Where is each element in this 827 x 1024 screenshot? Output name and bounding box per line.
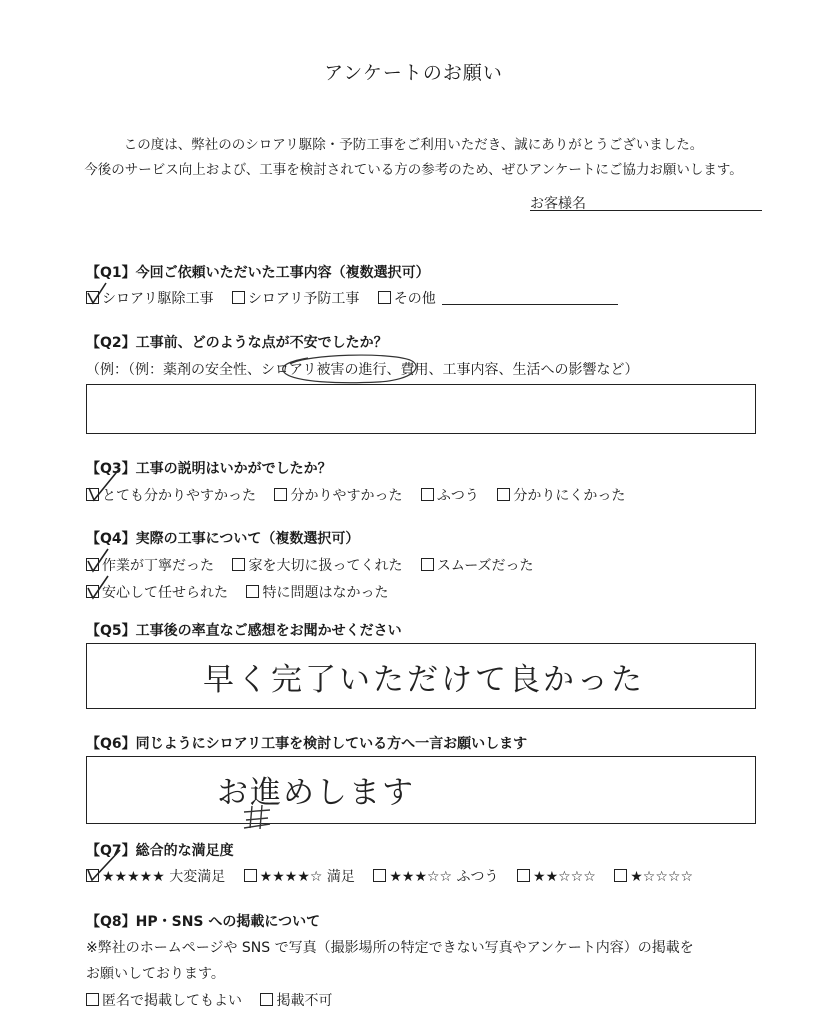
q1-options (86, 288, 618, 308)
q4-options-row-1 (86, 555, 534, 575)
q3-option-4[interactable]: 分かりにくかった (497, 488, 625, 504)
q6-handwritten-answer: お進めします (217, 775, 415, 811)
q4-option-1[interactable]: 作業が丁寧だった (86, 558, 214, 574)
intro-line-2: 今後のサービス向上および、工事を検討されている方の参考のため、ぜひアンケートにご協力お願いします。 (84, 162, 743, 178)
q7-option-3-stars[interactable]: ★★★☆☆ ふつう (373, 869, 498, 885)
q8-option-decline[interactable]: 掲載不可 (260, 993, 332, 1009)
q4-check-mark-2 (86, 576, 112, 602)
q1-option-1[interactable]: シロアリ駆除工事 (86, 291, 213, 307)
q6-title: 【Q6】同じようにシロアリ工事を検討している方へ一言お願いします (86, 736, 528, 752)
q7-option-2-stars[interactable]: ★★☆☆☆ (517, 869, 596, 885)
q3-check-mark (86, 466, 126, 506)
q4-option-4[interactable]: 安心して任せられた (86, 585, 228, 601)
q2-answer-box[interactable] (86, 384, 756, 434)
q4-option-2[interactable]: 家を大切に扱ってくれた (232, 558, 402, 574)
q8-title: 【Q8】HP・SNS への掲載について (86, 914, 321, 930)
q2-title: 【Q2】工事前、どのような点が不安でしたか？ (86, 335, 388, 351)
q2-example-prefix: （例：（例：薬剤の安全性、 (86, 362, 261, 378)
q6-handwritten-scribble (240, 802, 276, 832)
checkbox[interactable] (497, 488, 510, 501)
checkbox[interactable] (614, 869, 627, 882)
page-title: アンケートのお願い (324, 62, 503, 84)
q4-options-row-2 (86, 582, 388, 602)
q2-example-suffix: 、費用、工事内容、生活への影響など） (386, 362, 639, 378)
customer-name-field[interactable] (530, 210, 762, 211)
checkbox[interactable] (421, 488, 434, 501)
q5-answer-box[interactable] (86, 643, 756, 709)
checkbox[interactable] (244, 869, 257, 882)
q7-options (86, 866, 693, 886)
q8-note-line-2: お願いしております。 (86, 966, 225, 982)
customer-name-label: お客様名 (530, 196, 586, 212)
checkbox[interactable] (373, 869, 386, 882)
checkbox[interactable] (260, 993, 273, 1006)
q2-example-circled: シロアリ被害の進行 (261, 362, 387, 378)
q7-option-5-stars[interactable]: ★★★★★ 大変満足 (86, 869, 225, 885)
checkbox[interactable] (274, 488, 287, 501)
q3-title: 【Q3】工事の説明はいかがでしたか？ (86, 461, 332, 477)
intro-line-1: この度は、弊社ののシロアリ駆除・予防工事をご利用いただき、誠にありがとうございました。 (123, 137, 704, 153)
q7-title: 【Q7】総合的な満足度 (86, 843, 234, 859)
q4-option-5[interactable]: 特に問題はなかった (246, 585, 388, 601)
q2-handwritten-circle (268, 350, 428, 386)
q6-answer-box[interactable] (86, 756, 756, 824)
q7-option-1-star[interactable]: ★☆☆☆☆ (614, 869, 693, 885)
checkbox[interactable] (232, 291, 245, 304)
q7-option-4-stars[interactable]: ★★★★☆ 満足 (244, 869, 355, 885)
checkbox[interactable] (378, 291, 391, 304)
q1-check-mark (86, 283, 110, 307)
checkbox[interactable] (86, 993, 99, 1006)
checkbox[interactable] (421, 558, 434, 571)
q8-options (86, 990, 332, 1010)
q1-other-field[interactable] (442, 292, 618, 305)
q4-option-3[interactable]: スムーズだった (421, 558, 534, 574)
q5-title: 【Q5】工事後の率直なご感想をお聞かせください (86, 623, 402, 639)
q8-note-line-1: ※弊社のホームページや SNS で写真（撮影場所の特定できない写真やアンケート内容）の掲載を (86, 940, 694, 956)
q4-title: 【Q4】実際の工事について（複数選択可） (86, 531, 360, 547)
q4-check-mark-1 (86, 549, 112, 575)
q8-option-anonymous[interactable]: 匿名で掲載してもよい (86, 993, 242, 1009)
q1-option-3[interactable]: その他 (378, 291, 436, 307)
q3-option-1[interactable]: とても分かりやすかった (86, 488, 256, 504)
checkbox[interactable] (517, 869, 530, 882)
checkbox[interactable] (246, 585, 259, 598)
q1-option-2[interactable]: シロアリ予防工事 (232, 291, 359, 307)
q7-check-mark (86, 850, 126, 884)
q3-option-2[interactable]: 分かりやすかった (274, 488, 402, 504)
q5-handwritten-answer: 早く完了いただけて良かった (203, 662, 645, 698)
q3-options (86, 485, 625, 505)
q3-option-3[interactable]: ふつう (421, 488, 479, 504)
checkbox[interactable] (232, 558, 245, 571)
q1-title: 【Q1】今回ご依頼いただいた工事内容（複数選択可） (86, 265, 430, 281)
